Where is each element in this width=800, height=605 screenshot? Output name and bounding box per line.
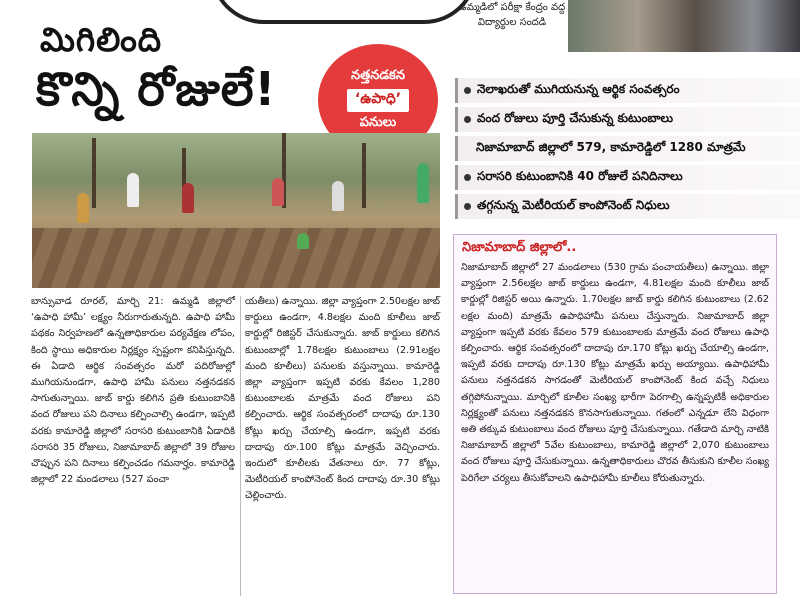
inset-caption: ఉమ్మడిలో పరీక్షా కేంద్రం వద్ద విద్యార్థుల సందడి: [458, 2, 566, 28]
highlights-list: [455, 78, 800, 223]
decorative-arc: [210, 0, 478, 24]
bullet-icon: [464, 116, 471, 123]
badge-top-text: నత్తనడకన: [351, 67, 405, 83]
bullet-icon: [464, 174, 471, 181]
workers-photo: [32, 133, 440, 288]
highlight-item: సరాసరి కుటుంబానికి 40 రోజులే పనిదినాలు: [455, 165, 800, 190]
sidebar-text: నిజామాబాద్ జిల్లాలో 27 మండలాలు (530 గ్రామ పంచాయతీలు) ఉన్నాయి. జిల్లా వ్యాప్తంగా 2.56లక్షల జాబ్ కార్డులు ఉండగా, 4.81లక్షల మంది కూలీలు జాబ్ కార్డుల్లో రిజిస్టర్ అయి ఉన్నారు. 1.70లక్షల జాబ్ కార్డు కలిగిన కుటుంబాలు (2.62 లక్షల మంది) మాత్రమే ఉపాధిహామీ పనులు చేస్తున్నారు. నిజామాబాద్ జిల్లా వ్యాప్తంగా ఇప్పటి వరకు కేవలం 579 కుటుంబాలకు మాత్రమే వంద రోజులు ఉపాధి కల్పించారు. ఆర్థిక సంవత్సరంలో దాదాపు రూ.170 కోట్లు ఖర్చు చేయాల్సి ఉండగా, ఇప్పటి వరకు దాదాపు రూ.130 కోట్లు మాత్రమే ఖర్చు అయ్యాయి. ఉపాధిహామీ పనులు నత్తనడకన సాగడంతో మెటీరియల్ కాంపోనెంట్ కింద వచ్చే నిధులు తగ్గిపోనున్నాయి. మార్చిలో కూలీల సంఖ్య భారీగా పెరగాల్సి ఉన్నప్పటికీ అధికారుల నిర్లక్ష్యంతో పనులు నత్తనడకన కొనసాగుతున్నాయి. గతంలో ఎన్నడూ లేని విధంగా అతి తక్కువ కుటుంబాలు వంద రోజులు పూర్తి చేసుకున్నాయి. గతేడాది మార్చి నాటికి నిజామాబాద్ జిల్లాలో 5వేల కుటుంబాలు, కామారెడ్డి జిల్లాలో 2,070 కుటుంబాలు వంద రోజులు పూర్తి చేసుకున్నాయి. ఉన్నతాధికారులు చొరవ తీసుకుని కూలీల సంఖ్య పెరిగేలా చర్యలు తీసుకోవాలని ఉపాధిహామీ కూలీలు కోరుతున్నారు.: [461, 262, 769, 484]
inset-photo: [568, 0, 800, 52]
highlight-item: నిజామాబాద్ జిల్లాలో 579, కామారెడ్డిలో 1280 మాత్రమే: [455, 136, 800, 161]
headline-line2: కొన్ని రోజులే!: [36, 62, 277, 116]
article-column-2: యతీలు) ఉన్నాయి. జిల్లా వ్యాప్తంగా 2.50లక్షల జాబ్ కార్డులు ఉండగా, 4.8లక్షల మంది కూలీలు జాబ్ కార్డుల్లో రిజిస్టర్ చేసుకున్నారు. జాబ్ కార్డులు కలిగిన కుటుంబాల్లో 1.78లక్షల కుటుంబాలు (2.91లక్షల మంది కూలీలు) పనులకు వస్తున్నాయి. కామారెడ్డి జిల్లా వ్యాప్తంగా ఇప్పటి వరకు కేవలం 1,280 కుటుంబాలకు మాత్రమే వంద రోజులు పని కల్పించారు. ఆర్థిక సంవత్సరంలో దాదాపు రూ.130 కోట్లు ఖర్చు చేయాల్సి ఉండగా, ఇప్పటి వరకు దాదాపు రూ.100 కోట్లు మాత్రమే వెచ్చించారు. ఇందులో కూలీలకు వేతనాలు రూ. 77 కోట్లు, మెటీరియల్ కాంపోనెంట్ కింద దాదాపు రూ.30 కోట్లు చెల్లించారు.: [245, 296, 440, 502]
badge-middle-text: ‘ఉపాధి’: [347, 89, 409, 112]
highlight-item: నెలాఖరుతో ముగియనున్న ఆర్థిక సంవత్సరం: [455, 78, 800, 103]
headline-line1: మిగిలింది: [40, 20, 163, 59]
bullet-icon: [464, 87, 471, 94]
sidebar-title: నిజామాబాద్ జిల్లాలో..: [462, 240, 577, 255]
article-column-1: బాన్సువాడ రూరల్, మార్చి 21: ఉమ్మడి జిల్లాలో ‘ఉపాధి హామీ’ లక్ష్యం నీరుగారుతున్నది. ఉపాధి హామీ పథకం నిర్వహణలో ఉన్నతాధికారుల పర్యవేక్షణ లోపం, కింది స్థాయి అధికారుల నిర్లక్ష్యం స్పష్టంగా కనిపిస్తున్నది. ఈ ఏడాది ఆర్థిక సంవత్సరం మరో పదిరోజుల్లో ముగియనుండగా, ఉపాధి హామీ పనులు నత్తనడకన సాగుతున్నాయి. జాబ్ కార్డు కలిగిన ప్రతి కుటుంబానికి వంద రోజులు పని దినాలు కల్పించాల్సి ఉండగా, ఇప్పటి వరకు కామారెడ్డి జిల్లాలో సరాసరి కుటుంబానికి ఏడాదికి సరాసరి 35 రోజులు, నిజామాబాద్ జిల్లాలో 39 రోజుల చొప్పున పని దినాలు కల్పించడం గమనార్హం. కామారెడ్డి జిల్లాలో 22 మండలాలు (527 పంచా: [31, 296, 235, 486]
highlight-item: తగ్గనున్న మెటీరియల్ కాంపోనెంట్ నిధులు: [455, 194, 800, 219]
badge-bottom-text: పనులు: [359, 114, 397, 130]
bullet-icon: [464, 203, 471, 210]
column-divider: [240, 296, 241, 596]
highlight-item: వంద రోజులు పూర్తి చేసుకున్న కుటుంబాలు: [455, 107, 800, 132]
